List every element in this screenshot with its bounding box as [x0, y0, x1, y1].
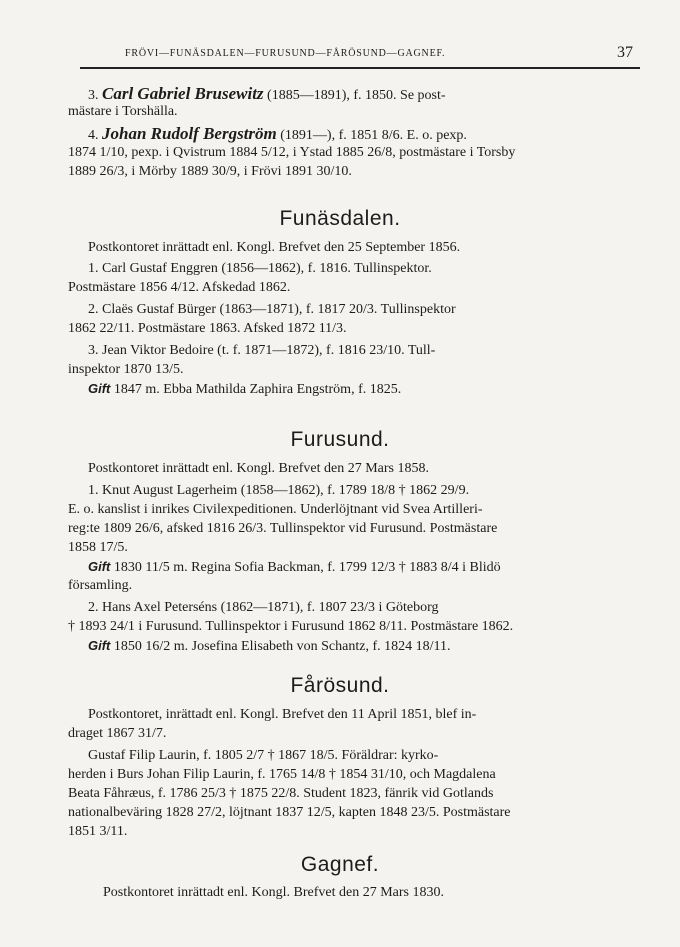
- section-intro: Postkontoret inrättadt enl. Kongl. Brefvet den 25 September 1856.: [88, 240, 461, 255]
- marriage-line: [88, 381, 401, 398]
- section-intro: Postkontoret inrättadt enl. Kongl. Brefvet den 27 Mars 1858.: [88, 461, 429, 476]
- entry-continuation: Postmästare 1856 4/12. Afskedad 1862.: [68, 280, 291, 295]
- entry-continuation: Beata Fåhræus, f. 1786 25/3 † 1875 22/8. Student 1823, fänrik vid Gotlands: [68, 786, 494, 801]
- section-title-gagnef: Gagnef.: [300, 853, 380, 876]
- entry-line: 2. Hans Axel Peterséns (1862—1871), f. 1807 23/3 i Göteborg: [88, 600, 439, 615]
- section-intro-continuation: draget 1867 31/7.: [68, 726, 167, 741]
- entry-line: 1. Knut August Lagerheim (1858—1862), f. 1789 18/8 † 1862 29/9.: [88, 483, 470, 498]
- marriage-text: 1830 11/5 m. Regina Sofia Backman, f. 1799 12/3 † 1883 8/4 i Blidö: [110, 560, 501, 575]
- entry-continuation: församling.: [68, 578, 133, 593]
- page-number: 37: [617, 44, 633, 61]
- entry-line: 1. Carl Gustaf Enggren (1856—1862), f. 1816. Tullinspektor.: [88, 261, 432, 276]
- person-name: Carl Gabriel Brusewitz: [102, 84, 264, 103]
- marriage-text: 1847 m. Ebba Mathilda Zaphira Engström, f. 1825.: [110, 382, 402, 397]
- entry-continuation: † 1893 24/1 i Furusund. Tullinspektor i Furusund 1862 8/11. Postmästare 1862.: [68, 619, 514, 634]
- section-intro: Postkontoret inrättadt enl. Kongl. Brefvet den 27 Mars 1830.: [103, 885, 444, 900]
- entry-4-line: [88, 126, 467, 144]
- marriage-text: 1850 16/2 m. Josefina Elisabeth von Schantz, f. 1824 18/11.: [110, 639, 451, 654]
- running-header: FRÖVI—FUNÄSDALEN—FURUSUND—FÅRÖSUND—GAGNEF.: [125, 48, 446, 59]
- entry-3-line: [88, 86, 446, 104]
- marriage-line: [88, 559, 501, 576]
- entry-continuation: inspektor 1870 13/5.: [68, 362, 184, 377]
- entry-continuation: reg:te 1809 26/6, afsked 1816 26/3. Tullinspektor vid Furusund. Postmästare: [68, 521, 498, 536]
- entry-continuation: 1858 17/5.: [68, 540, 128, 555]
- entry-continuation: herden i Burs Johan Filip Laurin, f. 1765 14/8 † 1854 31/10, och Magdalena: [68, 767, 496, 782]
- section-title-furusund: Furusund.: [290, 428, 390, 451]
- header-rule: [80, 67, 640, 69]
- section-title-farosund: Fårösund.: [290, 674, 390, 697]
- section-intro: Postkontoret, inrättadt enl. Kongl. Brefvet den 11 April 1851, blef in-: [88, 707, 477, 722]
- gift-label: Gift: [88, 638, 111, 653]
- gift-label: Gift: [88, 381, 111, 396]
- entry-line: 3. Jean Viktor Bedoire (t. f. 1871—1872), f. 1816 23/10. Tull-: [88, 343, 436, 358]
- section-title-funasdalen: Funäsdalen.: [279, 207, 401, 230]
- entry-text: (1891—), f. 1851 8/6. E. o. pexp.: [276, 128, 467, 143]
- entry-4-continuation: 1874 1/10, pexp. i Qvistrum 1884 5/12, i Ystad 1885 26/8, postmästare i Torsby: [68, 145, 516, 160]
- entry-continuation: nationalbeväring 1828 27/2, löjtnant 1837 12/5, kapten 1848 23/5. Postmästare: [68, 805, 511, 820]
- entry-3-continuation: mästare i Torshälla.: [68, 104, 178, 119]
- entry-number: 3.: [88, 88, 99, 103]
- entry-line: 2. Claës Gustaf Bürger (1863—1871), f. 1817 20/3. Tullinspektor: [88, 302, 456, 317]
- entry-4-continuation: 1889 26/3, i Mörby 1889 30/9, i Frövi 1891 30/10.: [68, 164, 352, 179]
- entry-continuation: 1851 3/11.: [68, 824, 128, 839]
- entry-continuation: E. o. kanslist i inrikes Civilexpeditionen. Underlöjtnant vid Svea Artilleri-: [68, 502, 483, 517]
- marriage-line: [88, 638, 451, 655]
- entry-text: (1885—1891), f. 1850. Se post-: [263, 88, 446, 103]
- entry-number: 4.: [88, 128, 99, 143]
- entry-continuation: 1862 22/11. Postmästare 1863. Afsked 1872 11/3.: [68, 321, 347, 336]
- gift-label: Gift: [88, 559, 111, 574]
- entry-line: Gustaf Filip Laurin, f. 1805 2/7 † 1867 18/5. Föräldrar: kyrko-: [88, 748, 439, 763]
- person-name: Johan Rudolf Bergström: [102, 124, 277, 143]
